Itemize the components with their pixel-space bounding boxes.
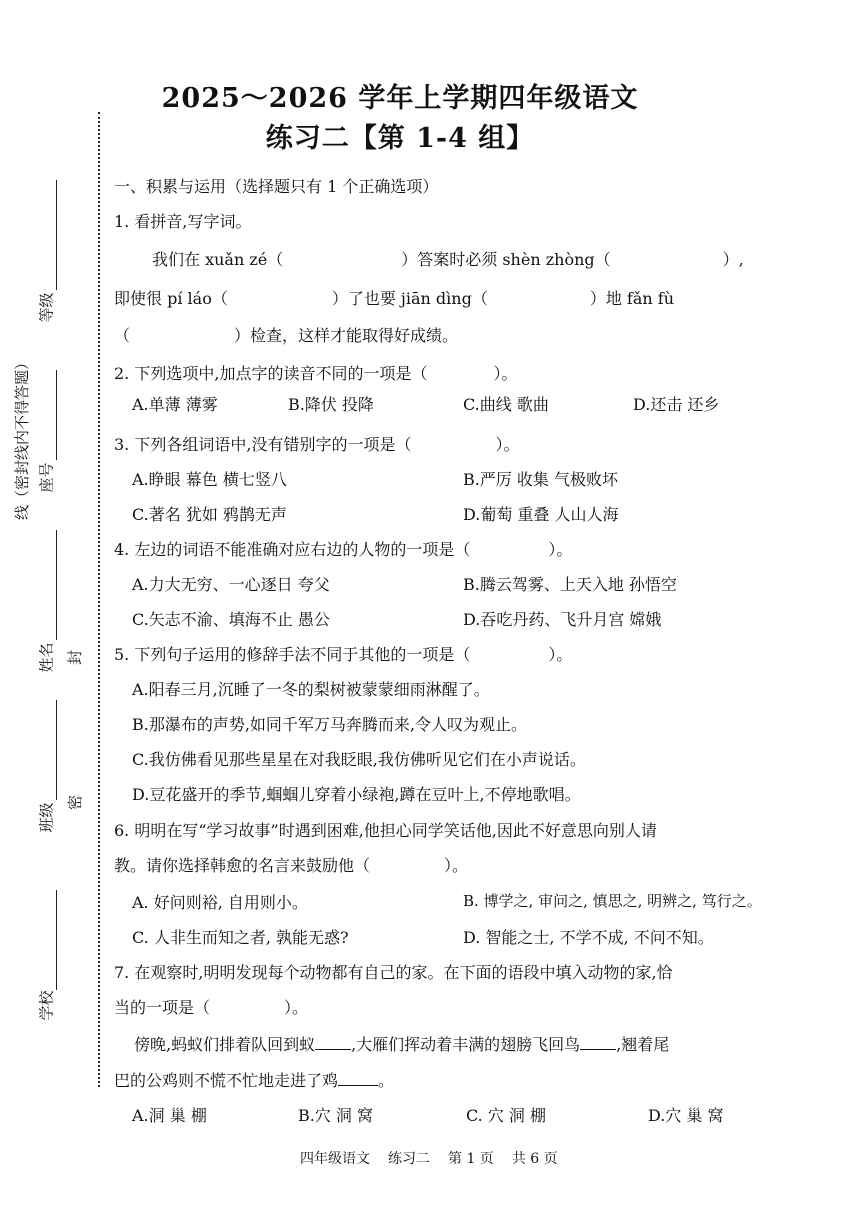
name-label: 姓名 xyxy=(37,642,56,673)
page-subtitle: 练习二【第 1-4 组】 xyxy=(265,123,535,154)
q6-option-d: D. 智能之士, 不学不成, 不问不知。 xyxy=(463,928,714,947)
q6-option-c: C. 人非生而知之者, 孰能无惑? xyxy=(132,928,349,947)
q6-stem-line1: 6. 明明在写“学习故事”时遇到困难,他担心同学笑话他,因此不好意思向别人请 xyxy=(114,821,657,840)
seal-dotted-line xyxy=(98,112,100,1087)
q5-option-c: C.我仿佛看见那些星星在对我眨眼,我仿佛听见它们在小声说话。 xyxy=(132,750,586,769)
q4-option-c: C.矢志不渝、填海不止 愚公 xyxy=(132,610,330,629)
fill-blank[interactable] xyxy=(315,1035,351,1050)
page-title: 2025～2026 学年上学期四年级语文 xyxy=(161,83,639,114)
q5-option-d: D.豆花盛开的季节,蝈蝈儿穿着小绿袍,蹲在豆叶上,不停地歌唱。 xyxy=(132,785,581,804)
q1-line3: （ ）检查，这样才能取得好成绩。 xyxy=(114,326,459,345)
binding-margin xyxy=(0,0,100,1226)
q5-option-a: A.阳春三月,沉睡了一冬的梨树被蒙蒙细雨淋醒了。 xyxy=(132,680,490,699)
footer-total-pages: 共 6 页 xyxy=(511,1151,558,1167)
q5-option-b: B.那瀑布的声势,如同千军万马奔腾而来,令人叹为观止。 xyxy=(132,715,528,734)
mi-label: 密 xyxy=(66,794,85,811)
fill-blank[interactable] xyxy=(338,1071,378,1086)
q4-option-a: A.力大无穷、一心逐日 夸父 xyxy=(132,575,330,594)
section-heading: 一、积累与运用（选择题只有 1 个正确选项） xyxy=(114,177,439,196)
school-label: 学校 xyxy=(37,990,56,1021)
seat-label: 座号 xyxy=(37,462,56,493)
q2-option-a: A.单薄 薄雾 xyxy=(132,395,218,414)
q7-option-b: B.穴 洞 窝 xyxy=(298,1106,374,1125)
class-line xyxy=(56,700,57,800)
seal-note: 线（密封线内不得答题） xyxy=(13,354,32,521)
q2-stem: 2. 下列选项中,加点字的读音不同的一项是（ ）。 xyxy=(114,364,518,383)
q6-option-b: B. 博学之, 审问之, 慎思之, 明辨之, 笃行之。 xyxy=(463,892,762,910)
page-footer xyxy=(300,1148,640,1168)
q7-option-d: D.穴 巢 窝 xyxy=(648,1106,724,1125)
q7-passage-line1: 傍晚,蚂蚁们排着队回到蚁 ,大雁们挥动着丰满的翅膀飞回鸟 ,翘着尾 xyxy=(134,1035,670,1054)
q3-option-d: D.葡萄 重叠 人山人海 xyxy=(463,505,619,524)
q6-option-a: A. 好问则裕, 自用则小。 xyxy=(132,893,308,912)
school-line xyxy=(56,890,57,990)
grade-line xyxy=(56,180,57,290)
footer-subject: 四年级语文 xyxy=(300,1151,370,1167)
footer-exercise: 练习二 xyxy=(388,1151,430,1167)
q3-option-c: C.著名 犹如 鸦鹊无声 xyxy=(132,505,287,524)
q3-stem: 3. 下列各组词语中,没有错别字的一项是（ ）。 xyxy=(114,435,520,454)
name-line xyxy=(56,530,57,640)
class-label: 班级 xyxy=(37,802,56,833)
feng-label: 封 xyxy=(66,649,85,666)
q7-option-c: C. 穴 洞 棚 xyxy=(466,1106,547,1125)
q4-option-b: B.腾云驾雾、上天入地 孙悟空 xyxy=(463,575,677,594)
q3-option-b: B.严厉 收集 气极败坏 xyxy=(463,470,619,489)
q4-stem: 4. 左边的词语不能准确对应右边的人物的一项是（ ）。 xyxy=(114,540,573,559)
q2-option-b: B.降伏 投降 xyxy=(288,395,374,414)
q7-stem-line1: 7. 在观察时,明明发现每个动物都有自己的家。在下面的语段中填入动物的家,恰 xyxy=(114,963,673,982)
q1-line2: 即使很 pí láo（ ）了也要 jiān dìng（ ）地 fǎn fù xyxy=(114,289,675,308)
q2-option-d: D.还击 还乡 xyxy=(633,395,720,414)
q1-line1: 我们在 xuǎn zé（ ）答案时必须 shèn zhòng（ ）, xyxy=(152,250,744,269)
q5-stem: 5. 下列句子运用的修辞手法不同于其他的一项是（ ）。 xyxy=(114,645,573,664)
q2-option-c: C.曲线 歌曲 xyxy=(463,395,549,414)
grade-label: 等级 xyxy=(37,292,56,323)
q7-option-a: A.洞 巢 棚 xyxy=(132,1106,207,1125)
q1-stem: 1. 看拼音,写字词。 xyxy=(114,212,252,231)
q6-stem-line2: 教。请你选择韩愈的名言来鼓励他（ ）。 xyxy=(114,856,469,875)
q4-option-d: D.吞吃丹药、飞升月宫 嫦娥 xyxy=(463,610,662,629)
footer-page-number: 第 1 页 xyxy=(448,1151,494,1167)
q7-passage-line2: 巴的公鸡则不慌不忙地走进了鸡 。 xyxy=(114,1071,395,1090)
q7-stem-line2: 当的一项是（ ）。 xyxy=(114,998,309,1017)
q3-option-a: A.睁眼 幕色 横七竖八 xyxy=(132,470,287,489)
seat-line xyxy=(56,370,57,460)
fill-blank[interactable] xyxy=(580,1035,616,1050)
